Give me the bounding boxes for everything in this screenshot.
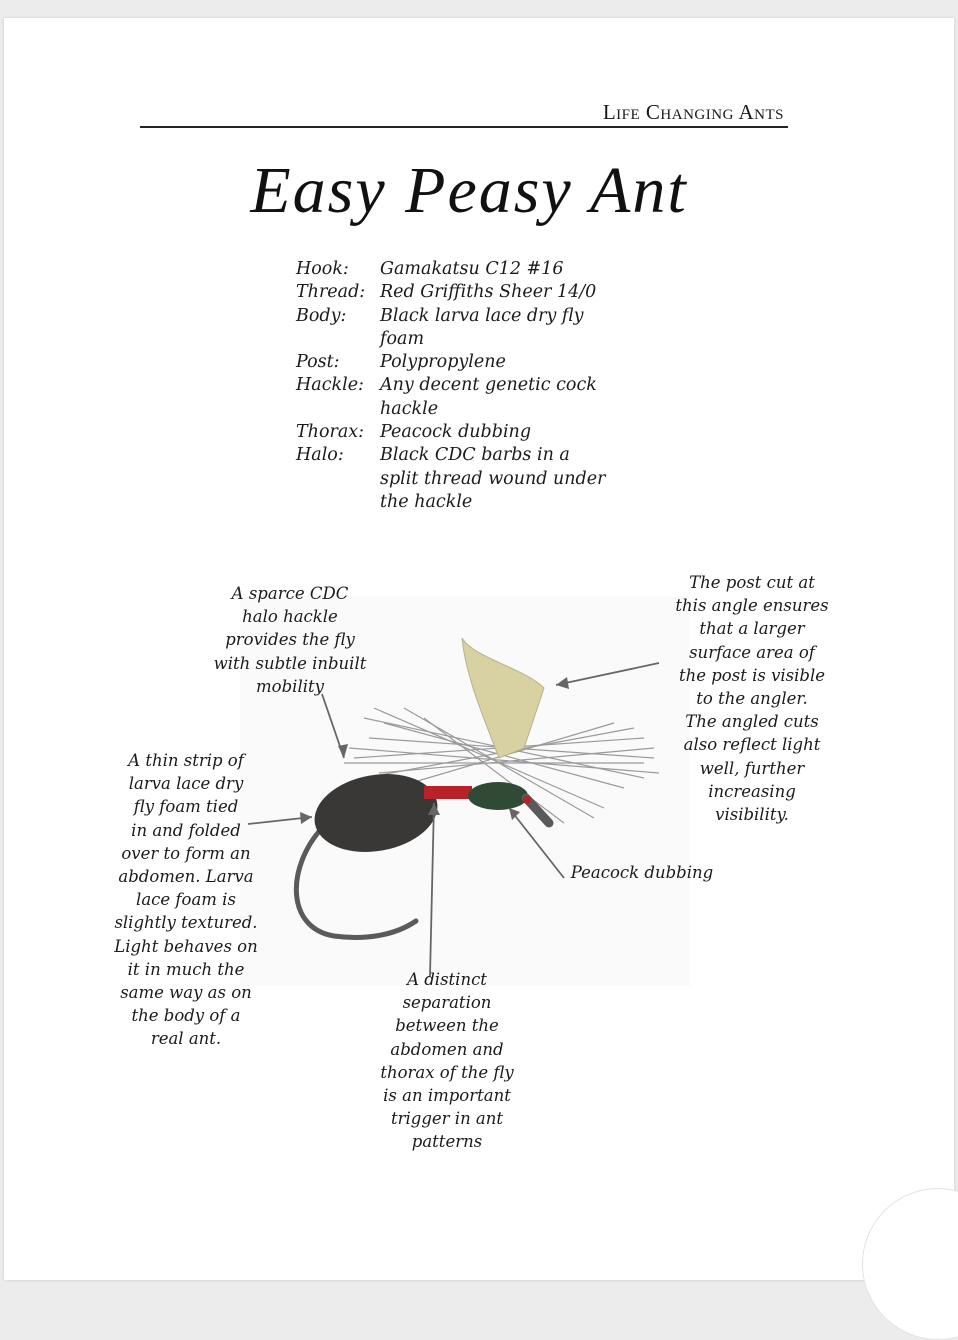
annotation-line: mobility [256,676,324,696]
annotation-line: with subtle inbuilt [213,653,367,673]
recipe-value-line: Any decent genetic cock [380,375,597,396]
annotation-line: Light behaves on [114,936,258,956]
arrow-peacock [509,808,564,878]
running-head: Life Changing Ants [602,100,784,124]
annotation-line: lace foam is [136,890,236,910]
recipe-value-line: Red Griffiths Sheer 14/0 [380,282,597,303]
annotation-halo [200,582,380,698]
annotation-line: abdomen and [390,1039,504,1059]
annotation-line: A sparce CDC [231,584,349,603]
annotation-line: in and folded [131,820,241,840]
recipe-value-line: Peacock dubbing [380,422,532,443]
post-wing [462,638,544,758]
annotation-line: halo hackle [242,607,338,627]
annotation-line: well, further [699,758,805,778]
page [4,18,954,1280]
annotation-line: A distinct [407,970,487,989]
annotation-line: provides the fly [225,630,355,650]
annotation-line: trigger in ant [390,1109,504,1129]
recipe-value-line: split thread wound under [380,468,606,489]
annotation-line: increasing [708,781,796,801]
annotation-line: it in much the [127,959,245,979]
annotation-line: the body of a [131,1006,241,1026]
annotation-line: the post is visible [678,665,826,685]
annotation-line: surface area of [689,642,815,662]
annotation-line: over to form an [121,843,251,863]
recipe-label: Thread: [296,282,366,303]
annotation-line: is an important [383,1086,511,1106]
annotation-line: Peacock dubbing [570,863,714,882]
peacock-thorax [468,782,528,810]
annotation-line: this angle ensures [675,596,829,616]
recipe-label: Body: [296,305,347,326]
annotation-arrows [248,663,659,976]
annotation-line: fly foam tied [133,797,239,817]
annotation-line: same way as on [120,983,252,1003]
annotation-foam [100,749,272,1051]
annotation-peacock [562,861,722,884]
annotation-line: to the angler. [696,689,808,709]
recipe-value-line: Polypropylene [380,352,506,373]
annotation-line: slightly textured. [114,913,258,933]
recipe-label: Halo: [296,445,344,466]
annotation-line: larva lace dry [128,774,244,794]
annotation-line: The angled cuts [685,712,819,732]
annotation-post [664,571,840,826]
annotation-line: A thin strip of [128,751,244,770]
annotation-line: visibility. [715,805,789,825]
recipe-value-line: Black CDC barbs in a [380,445,570,466]
thread-segment [424,786,472,799]
recipe-value-line: the hackle [380,491,473,512]
recipe-label: Hackle: [296,375,364,396]
annotation-line: abdomen. Larva [118,867,254,887]
annotation-separation [362,968,532,1154]
annotation-line: separation [402,993,492,1013]
annotation-line: between the [395,1016,499,1036]
recipe-value-line: Gamakatsu C12 #16 [380,259,564,279]
annotation-line: real ant. [150,1029,222,1049]
annotation-line: thorax of the fly [380,1062,514,1082]
recipe-value-line: hackle [380,398,439,419]
recipe-label: Post: [296,352,340,373]
arrow-separation [430,803,434,976]
annotation-line: also reflect light [683,735,821,755]
recipe-label: Thorax: [296,422,365,443]
annotation-line: patterns [411,1132,483,1152]
arrow-post [556,663,659,685]
recipe-value-line: Black larva lace dry fly [380,305,584,326]
recipe-label: Hook: [296,259,349,279]
annotation-line: that a larger [699,619,805,639]
recipe-value-line: foam [380,328,425,349]
page-title: Easy Peasy Ant [250,154,688,227]
annotation-line: The post cut at [689,573,815,592]
